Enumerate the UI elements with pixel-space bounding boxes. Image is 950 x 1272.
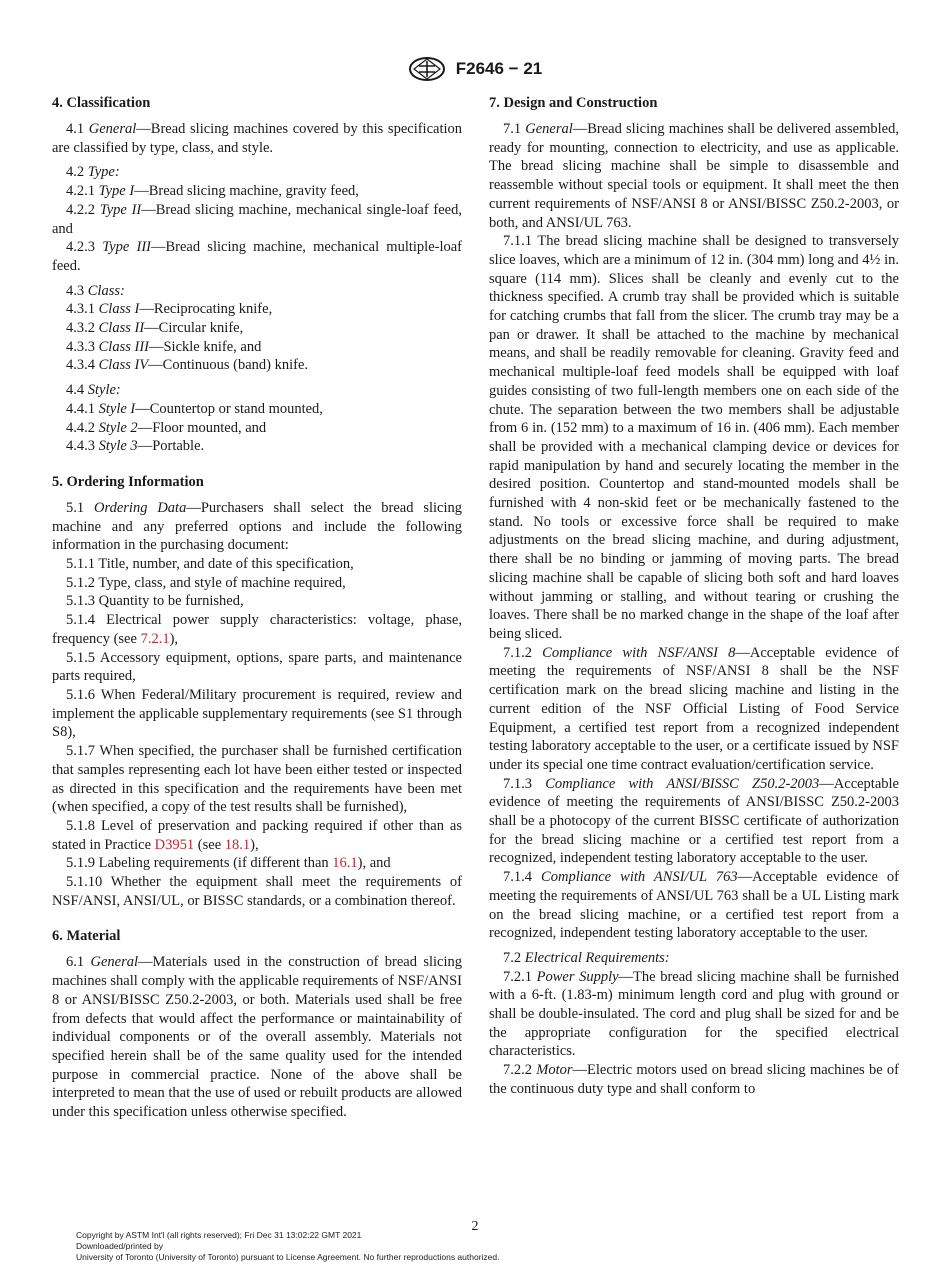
paragraph: 5.1.4 Electrical power supply characteristics: voltage, phase, frequency (see 7.2.1), (52, 612, 462, 647)
right-column (489, 92, 899, 1099)
paragraph: 5.1.1 Title, number, and date of this specification, (66, 556, 354, 573)
paragraph: 4.3.3 Class III—Sickle knife, and (66, 338, 262, 355)
page-header (0, 56, 950, 82)
footer-line: Downloaded/printed by (76, 1241, 163, 1251)
paragraph: 7.1 General—Bread slicing machines shall be delivered assembled, ready for mounting, connection to electricity, and use as applicable. The bread slicing machine shall be simple to disassemble and reassemble without special tools or equipment. It shall meet the then current requirements of NSF/ANSI 8 or ANSI/BISSC Z50.2-2003, or both, and ANSI/UL 763. (489, 121, 899, 231)
section-heading: 6. Material (52, 928, 121, 945)
paragraph: 4.3.1 Class I—Reciprocating knife, (66, 301, 273, 318)
paragraph: 4.2.2 Type II—Bread slicing machine, mechanical single-loaf feed, and (52, 201, 462, 237)
standard-link[interactable]: D3951 (154, 836, 195, 853)
paragraph: 5.1 Ordering Data—Purchasers shall select the bread slicing machine and any preferred options and include the following information in the purchasing document: (52, 499, 463, 554)
paragraph: 4.4 Style: (66, 382, 121, 399)
paragraph: 7.1.4 Compliance with ANSI/UL 763—Acceptable evidence of meeting the requirements of ANSI/UL 763 shall be a UL Listing mark on the bread slicing machine, or a certified test report from a recognized, independent testing laboratory acceptable to the user. (489, 869, 900, 942)
footer-line: Copyright by ASTM Int'l (all rights reserved); Fri Dec 31 13:02:22 GMT 2021 (76, 1230, 362, 1240)
paragraph: 5.1.10 Whether the equipment shall meet the requirements of NSF/ANSI, ANSI/UL, or BISSC standards, or a combination thereof. (52, 874, 462, 909)
paragraph: 4.1 General—Bread slicing machines covered by this specification are classified by type, class, and style. (52, 121, 463, 156)
paragraph: 5.1.2 Type, class, and style of machine required, (66, 574, 346, 591)
left-column (52, 92, 462, 1122)
section-link[interactable]: 7.2.1 (140, 630, 170, 647)
paragraph: 4.3.4 Class IV—Continuous (band) knife. (66, 357, 309, 374)
paragraph: 4.2.3 Type III—Bread slicing machine, mechanical multiple-loaf feed. (52, 239, 463, 274)
section-heading: 4. Classification (52, 95, 151, 111)
paragraph: 7.2.2 Motor—Electric motors used on bread slicing machines be of the continuous duty type and shall conform to (489, 1062, 900, 1097)
paragraph: 6.1 General—Materials used in the construction of bread slicing machines shall comply with the applicable requirements of NSF/ANSI 8 or ANSI/BISSC Z50.2-2003, or both. Materials used shall be free from defects that would affect the performance or maintainability of individual components or of the overall assembly. Materials not specified herein shall be of the same quality used for the intended purpose in commercial practice. None of the above shall be interpreted to mean that the use of used or rebuilt products are allowed under this specification unless otherwise specified. (52, 954, 463, 1121)
paragraph: 7.1.1 The bread slicing machine shall be designed to transversely slice loaves, which are a minimum of 12 in. (304 mm) long and 4½ in. square (114 mm). Slices shall be cleanly and evenly cut to the thickness specified. A crumb tray shall be provided which is suitable for catching crumbs that fall from the slicer. The crumb tray may be a pan or drawer. It shall be attached to the machine by mechanical means, and shall be readily removable for cleaning. Gravity feed and mechanical multiple-loaf feed models shall be equipped with loaf guides consisting of two full-length members one on each side of the chute. The separation between the two members shall be adjustable from 6 in. (152 mm) to a maximum of 16 in. (406 mm). Each member shall be provided with a mechanical clamping device or devices for rapid manipulation by hand and securely locating the member in the desired position. Countertop and stand-mounted models shall be furnished with 4 non-skid feet or be mechanically fastened to the stand. No tools or excessive force shall be required to make adjustments on the bread slicing machine, and during adjustment, there shall be no binding or jamming of moving parts. The bread slicing machine shall be capable of slicing both soft and hard loaves without jamming or stalling, and without tearing or crushing the loaves. There shall be no marked change in the shape of the loaf after being sliced. (489, 233, 899, 642)
paragraph: 4.4.2 Style 2—Floor mounted, and (66, 419, 267, 436)
paragraph: 7.1.2 Compliance with NSF/ANSI 8—Acceptable evidence of meeting the requirements of NSF/ANSI 8 shall be the NSF certification mark on the bread slicing machine and listing in the current edition of the NSF Official Listing of Food Service Equipment, a certified test report from a recognized independent testing laboratory acceptable to the user, or a certificate issued by NSF under its special one time contract evaluation/certification service. (489, 644, 900, 773)
section-link[interactable]: 18.1 (224, 836, 251, 853)
paragraph: 7.1.3 Compliance with ANSI/BISSC Z50.2-2003—Acceptable evidence of meeting the requirements of ANSI/BISSC Z50.2-2003 shall be a photocopy of the current BISSC certificate of authorization for the bread slicing machine or a certified test report from a recognized, independent testing laboratory acceptable to the user. (489, 775, 899, 867)
paragraph: 7.2 Electrical Requirements: (503, 949, 670, 966)
section-heading: 5. Ordering Information (52, 473, 204, 490)
section-heading: 7. Design and Construction (489, 95, 658, 111)
section-link[interactable]: 16.1 (332, 855, 358, 872)
paragraph: 4.4.3 Style 3—Portable. (66, 438, 205, 455)
paragraph: 5.1.9 Labeling requirements (if different than 16.1), and (66, 855, 391, 872)
paragraph: 5.1.8 Level of preservation and packing required if other than as stated in Practice D3951 (see 18.1), (52, 817, 462, 853)
paragraph: 4.4.1 Style I—Countertop or stand mounted, (66, 400, 323, 417)
paragraph: 5.1.6 When Federal/Military procurement is required, review and implement the applicable supplementary requirements (see S1 through S8), (52, 686, 462, 741)
paragraph: 4.3.2 Class II—Circular knife, (66, 320, 244, 337)
paragraph: 4.2.1 Type I—Bread slicing machine, gravity feed, (66, 183, 359, 200)
paragraph: 7.2.1 Power Supply—The bread slicing machine shall be furnished with a 6-ft. (1.83-m) minimum length cord and plug with ground or shall be double-insulated. The cord and plug shall be sized for and be the appropriate configuration for the specified electrical characteristics. (489, 968, 900, 1060)
document-code: F2646 − 21 (455, 59, 543, 78)
paragraph: 4.2 Type: (66, 164, 120, 181)
page-number: 2 (471, 1219, 479, 1234)
copyright-footer (76, 1230, 500, 1263)
paragraph: 5.1.5 Accessory equipment, options, spare parts, and maintenance parts required, (52, 649, 462, 685)
paragraph: 4.3 Class: (66, 282, 125, 299)
paragraph: 5.1.3 Quantity to be furnished, (66, 593, 244, 610)
footer-line: University of Toronto (University of Toronto) pursuant to License Agreement. No further reproductions authorized. (76, 1252, 500, 1262)
paragraph: 5.1.7 When specified, the purchaser shall be furnished certification that samples representing each lot have been either tested or inspected as directed in this specification and the requirements have been met (when specified, a copy of the test results shall be furnished), (52, 743, 462, 816)
astm-logo-icon (408, 56, 446, 82)
